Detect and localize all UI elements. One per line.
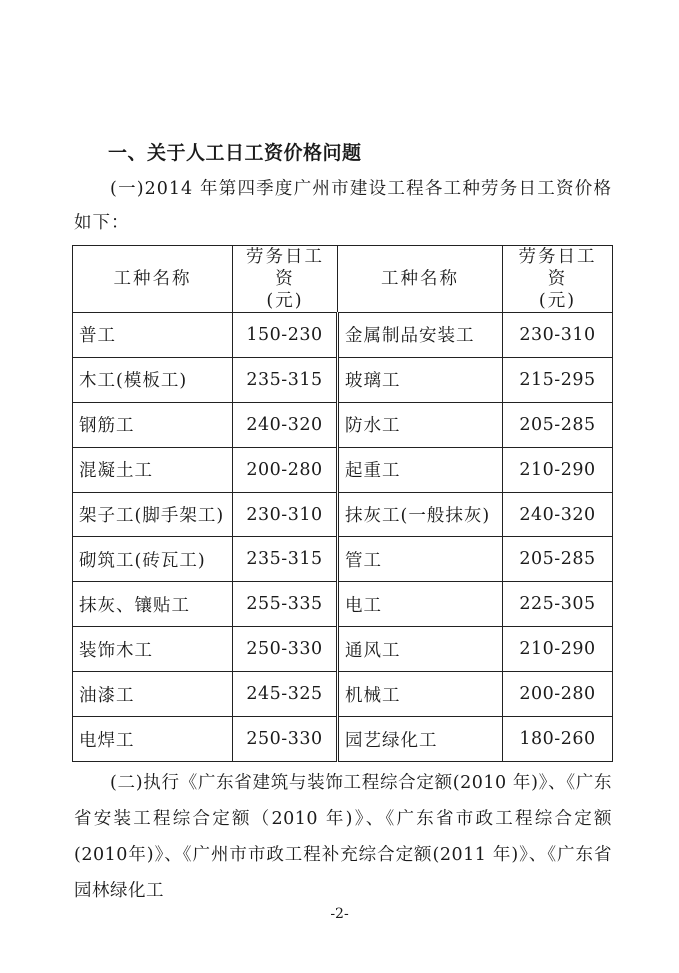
trade-name-right: 机械工 xyxy=(338,672,503,717)
table-row xyxy=(73,492,613,537)
trade-name-right: 玻璃工 xyxy=(338,357,503,402)
header-wage-line2: (元) xyxy=(538,291,577,311)
table-row xyxy=(73,582,613,627)
wage-table xyxy=(72,245,613,762)
header-trade-name-right: 工种名称 xyxy=(338,246,503,313)
daily-wage-right: 225-305 xyxy=(503,582,613,627)
daily-wage-left: 230-310 xyxy=(233,492,338,537)
header-daily-wage-left xyxy=(233,246,338,313)
body-paragraph: (二)执行《广东省建筑与装饰工程综合定额(2010 年)》、《广东省安装工程综合定额（2010 年)》、《广东省市政工程综合定额(2010年)》、《广州市市政工程补充综合定额(2011 年)》、《广东省园林绿化工 xyxy=(74,773,612,901)
daily-wage-right: 210-290 xyxy=(503,447,613,492)
page-number: -2- xyxy=(330,906,349,922)
table-row xyxy=(73,672,613,717)
header-trade-name-left: 工种名称 xyxy=(73,246,233,313)
daily-wage-left: 250-330 xyxy=(233,627,338,672)
trade-name-left: 钢筋工 xyxy=(73,402,233,447)
trade-name-left: 油漆工 xyxy=(73,672,233,717)
trade-name-left: 电焊工 xyxy=(73,717,233,762)
daily-wage-right: 205-285 xyxy=(503,402,613,447)
daily-wage-right: 180-260 xyxy=(503,717,613,762)
trade-name-right: 电工 xyxy=(338,582,503,627)
table-row xyxy=(73,313,613,358)
daily-wage-right: 205-285 xyxy=(503,537,613,582)
daily-wage-right: 215-295 xyxy=(503,357,613,402)
wage-table-body xyxy=(73,313,613,762)
daily-wage-right: 210-290 xyxy=(503,627,613,672)
table-row xyxy=(73,627,613,672)
daily-wage-left: 245-325 xyxy=(233,672,338,717)
trade-name-left: 普工 xyxy=(73,313,233,358)
table-header-row xyxy=(73,246,613,313)
intro-paragraph: (一)2014 年第四季度广州市建设工程各工种劳务日工资价格如下： xyxy=(74,179,612,233)
daily-wage-left: 250-330 xyxy=(233,717,338,762)
trade-name-right: 起重工 xyxy=(338,447,503,492)
trade-name-left: 装饰木工 xyxy=(73,627,233,672)
header-wage-line1: 劳务日工资 xyxy=(246,247,324,289)
trade-name-left: 砌筑工(砖瓦工) xyxy=(73,537,233,582)
header-wage-line1: 劳务日工资 xyxy=(518,247,597,289)
trade-name-left: 架子工(脚手架工) xyxy=(73,492,233,537)
trade-name-right: 金属制品安装工 xyxy=(338,313,503,358)
daily-wage-right: 230-310 xyxy=(503,313,613,358)
daily-wage-left: 200-280 xyxy=(233,447,338,492)
trade-name-right: 通风工 xyxy=(338,627,503,672)
table-row xyxy=(73,447,613,492)
table-row xyxy=(73,402,613,447)
daily-wage-left: 240-320 xyxy=(233,402,338,447)
trade-name-left: 木工(模板工) xyxy=(73,357,233,402)
daily-wage-right: 200-280 xyxy=(503,672,613,717)
table-row xyxy=(73,537,613,582)
trade-name-right: 防水工 xyxy=(338,402,503,447)
header-daily-wage-right xyxy=(503,246,613,313)
daily-wage-right: 240-320 xyxy=(503,492,613,537)
section-heading: 一、关于人工日工资价格问题 xyxy=(108,142,362,164)
trade-name-right: 园艺绿化工 xyxy=(338,717,503,762)
daily-wage-left: 235-315 xyxy=(233,357,338,402)
daily-wage-left: 150-230 xyxy=(233,313,338,358)
trade-name-right: 管工 xyxy=(338,537,503,582)
table-row xyxy=(73,357,613,402)
daily-wage-left: 255-335 xyxy=(233,582,338,627)
trade-name-right: 抹灰工(一般抹灰) xyxy=(338,492,503,537)
trade-name-left: 抹灰、镶贴工 xyxy=(73,582,233,627)
header-wage-line2: (元) xyxy=(266,291,304,311)
trade-name-left: 混凝土工 xyxy=(73,447,233,492)
table-row xyxy=(73,717,613,762)
daily-wage-left: 235-315 xyxy=(233,537,338,582)
